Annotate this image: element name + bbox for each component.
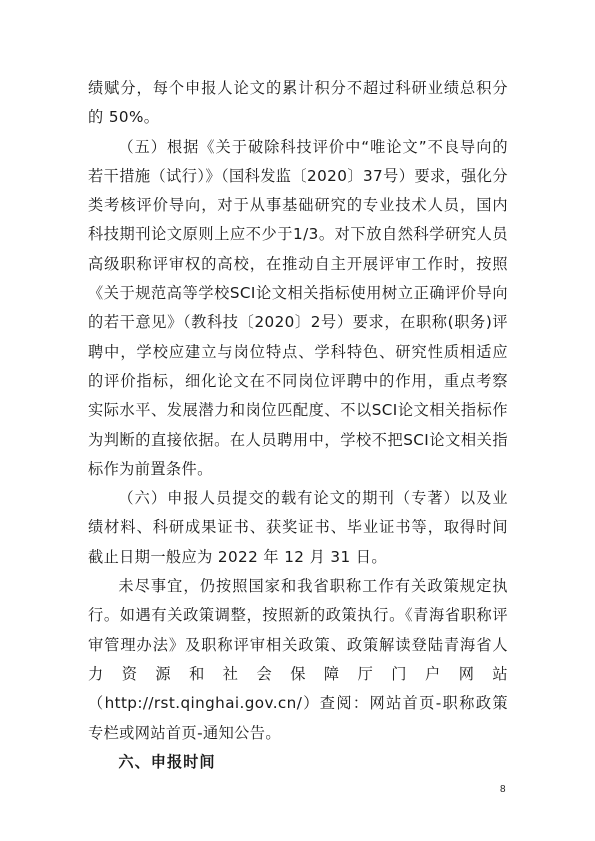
- paragraph-item-5: （五）根据《关于破除科技评价中“唯论文”不良导向的若干措施（试行）》（国科发监〔2020〕37号）要求，强化分类考核评价导向，对于从事基础研究的专业技术人员，国内科技期刊论文原则上应不少于1/3。对下放自然科学研究人员高级职称评审权的高校，在推动自主开展评审工作时，按照《关于规范高等学校SCI论文相关指标使用树立正确评价导向的若干意见》（教科技〔2020〕2号）要求，在职称(职务)评聘中，学校应建立与岗位特点、学科特色、研究性质相适应的评价指标，细化论文在不同岗位评聘中的作用，重点考察实际水平、发展潜力和岗位匹配度、不以SCI论文相关指标作为判断的直接依据。在人员聘用中，学校不把SCI论文相关指标作为前置条件。: [88, 137, 508, 478]
- paragraph-continued: 绩赋分，每个申报人论文的累计积分不超过科研业绩总积分的 50%。: [88, 79, 508, 127]
- section-heading: 六、申报时间: [118, 752, 216, 771]
- page-number: 8: [500, 784, 506, 795]
- paragraph-supplementary: 未尽事宜，仍按照国家和我省职称工作有关政策规定执行。如遇有关政策调整，按照新的政策执行。《青海省职称评审管理办法》及职称评审相关政策、政策解读登陆青海省人力资源和社会保障厅门户网站（http://rst.qinghai.gov.cn/）查阅：网站首页-职称政策专栏或网站首页-通知公告。: [88, 577, 508, 742]
- document-body: [88, 74, 508, 777]
- paragraph-item-6: （六）申报人员提交的载有论文的期刊（专著）以及业绩材料、科研成果证书、获奖证书、毕业证书等，取得时间截止日期一般应为 2022 年 12 月 31 日。: [88, 489, 508, 566]
